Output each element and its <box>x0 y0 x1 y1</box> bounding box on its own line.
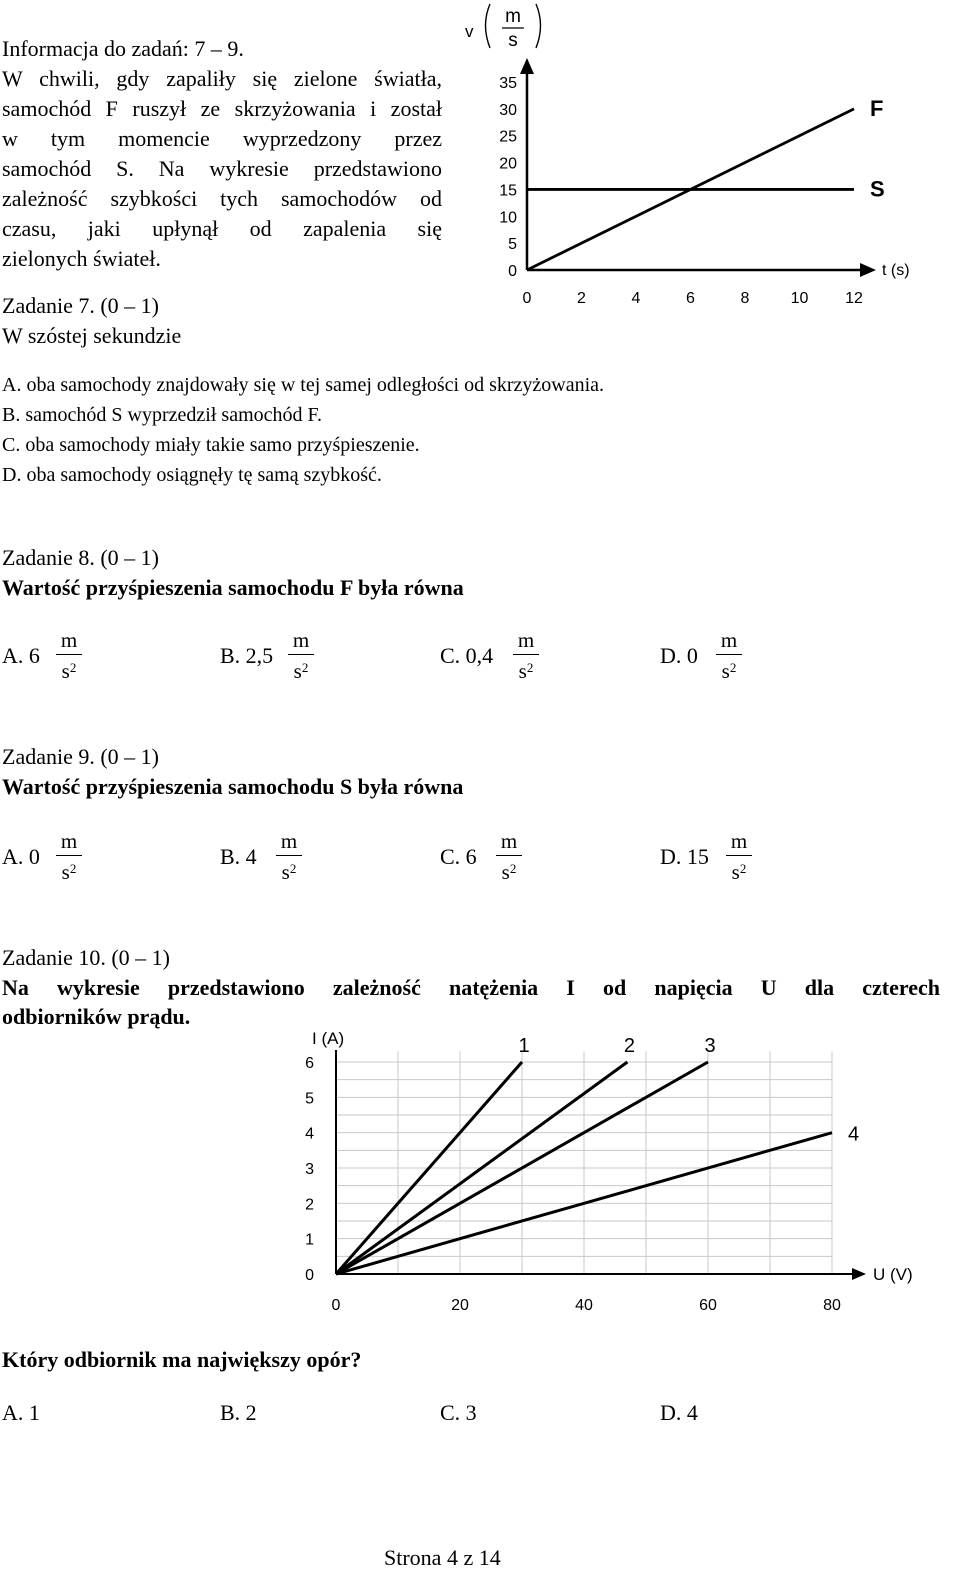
x-axis-arrow <box>860 263 876 277</box>
page-footer: Strona 4 z 14 <box>384 1545 501 1570</box>
task7-option-a[interactable]: A. oba samochody znajdowały się w tej samej odległości od skrzyżowania. <box>2 374 605 396</box>
y-axis-label: v <box>465 22 474 41</box>
task8-option-b[interactable]: B. 2,5 <box>220 643 274 668</box>
x-tick-label: 80 <box>823 1297 841 1314</box>
y-axis-arrow <box>520 58 534 74</box>
y-tick-label: 5 <box>305 1090 314 1108</box>
task9-option-c[interactable]: C. 6 <box>440 844 477 869</box>
info-text-line: samochód S. Na wykresie przedstawiono <box>2 156 442 181</box>
series-label-2: 2 <box>623 1035 635 1057</box>
y-tick-label: 10 <box>499 209 517 227</box>
y-tick-label: 1 <box>305 1231 314 1249</box>
task8-option-a[interactable]: A. 6 <box>2 643 40 668</box>
x-tick-label: 0 <box>331 1297 341 1314</box>
task7-option-b[interactable]: B. samochód S wyprzedził samochód F. <box>2 404 323 426</box>
task10-question: Który odbiornik ma największy opór? <box>2 1347 362 1372</box>
info-text-line: W chwili, gdy zapaliły się zielone światła, <box>2 66 442 91</box>
y-tick-label: 15 <box>499 182 517 200</box>
y-unit-num: m <box>505 6 521 27</box>
info-text-line: zielonych świateł. <box>2 246 161 271</box>
unit-fraction: m $s^2$ <box>496 829 522 884</box>
task9-option-b[interactable]: B. 4 <box>220 844 257 869</box>
task10-option-a[interactable]: A. 1 <box>2 1400 40 1425</box>
unit-fraction: m $s^2$ <box>726 829 752 884</box>
task10-title: Zadanie 10. (0 – 1) <box>2 945 170 970</box>
y-tick-label: 20 <box>499 155 517 173</box>
task10-option-b[interactable]: B. 2 <box>220 1400 257 1425</box>
x-tick-label: 4 <box>631 290 641 307</box>
y-tick-label: 3 <box>305 1161 314 1178</box>
task7-option-c[interactable]: C. oba samochody miały takie samo przyśpieszenie. <box>2 434 420 456</box>
info-block <box>2 34 442 274</box>
y-axis-label: I (A) <box>312 1029 345 1048</box>
paren-right <box>536 4 541 48</box>
series-label-1: 1 <box>518 1035 530 1057</box>
x-tick-label: 20 <box>451 1297 469 1314</box>
task8-option-d[interactable]: D. 0 <box>660 643 698 668</box>
series-label-F: F <box>870 95 884 121</box>
task8-title: Zadanie 8. (0 – 1) <box>2 545 159 570</box>
unit-fraction: m $s^2$ <box>56 829 82 884</box>
task9-option-a[interactable]: A. 0 <box>2 844 40 869</box>
task8-option-c[interactable]: C. 0,4 <box>440 643 494 668</box>
info-heading: Informacja do zadań: 7 – 9. <box>2 36 244 61</box>
task8-question: Wartość przyśpieszenia samochodu F była równa <box>2 575 464 600</box>
y-tick-label: 25 <box>499 128 517 146</box>
task7-option-d[interactable]: D. oba samochody osiągnęły tę samą szybkość. <box>2 464 382 486</box>
y-tick-label: 6 <box>305 1055 314 1072</box>
x-tick-label: 60 <box>699 1297 717 1314</box>
y-tick-label: 4 <box>305 1125 314 1143</box>
unit-fraction: m $s^2$ <box>513 628 539 683</box>
x-tick-label: 12 <box>845 290 863 307</box>
task10-intro-line1: Na wykresie przedstawiono zależność natężenia I od napięcia U dla czterech <box>2 975 940 1000</box>
unit-fraction: m $s^2$ <box>288 628 314 683</box>
task9-title: Zadanie 9. (0 – 1) <box>2 744 159 769</box>
info-text-line: zależność szybkości tych samochodów od <box>2 186 442 211</box>
x-axis-label: U (V) <box>873 1265 913 1284</box>
task9-option-d[interactable]: D. 15 <box>660 844 709 869</box>
task7-title: Zadanie 7. (0 – 1) <box>2 293 159 318</box>
x-axis-label: t (s) <box>882 262 910 279</box>
x-tick-label: 0 <box>522 290 532 307</box>
x-tick-label: 6 <box>686 290 695 307</box>
series-label-3: 3 <box>704 1035 716 1057</box>
info-text-line: czasu, jaki upłynął od zapalenia się <box>2 216 442 241</box>
y-unit-den: s <box>508 30 518 51</box>
series-label-4: 4 <box>848 1123 860 1146</box>
current-voltage-chart <box>270 1020 950 1330</box>
task7-question: W szóstej sekundzie <box>2 323 182 348</box>
y-tick-label: 0 <box>305 1267 314 1284</box>
velocity-time-chart <box>450 0 950 320</box>
task10-option-c[interactable]: C. 3 <box>440 1400 477 1425</box>
y-tick-label: 2 <box>305 1196 314 1214</box>
series-label-S: S <box>870 176 885 202</box>
paren-left <box>486 4 491 48</box>
unit-fraction: m $s^2$ <box>716 628 742 683</box>
unit-fraction: m $s^2$ <box>56 628 82 683</box>
y-tick-label: 5 <box>508 236 517 254</box>
x-tick-label: 8 <box>740 290 750 307</box>
task9-question: Wartość przyśpieszenia samochodu S była równa <box>2 774 464 799</box>
y-tick-label: 35 <box>499 75 517 92</box>
info-text-line: w tym momencie wyprzedzony przez <box>2 126 442 151</box>
x-tick-label: 2 <box>577 290 586 307</box>
y-tick-label: 0 <box>508 263 517 280</box>
unit-fraction: m $s^2$ <box>276 829 302 884</box>
x-tick-label: 10 <box>790 290 809 307</box>
task10-intro-line2: odbiorników prądu. <box>2 1004 191 1029</box>
y-tick-label: 30 <box>499 101 517 119</box>
x-tick-label: 40 <box>575 1297 593 1314</box>
info-text-line: samochód F ruszył ze skrzyżowania i został <box>2 96 442 121</box>
task10-option-d[interactable]: D. 4 <box>660 1400 698 1425</box>
x-axis-arrow <box>852 1268 866 1280</box>
